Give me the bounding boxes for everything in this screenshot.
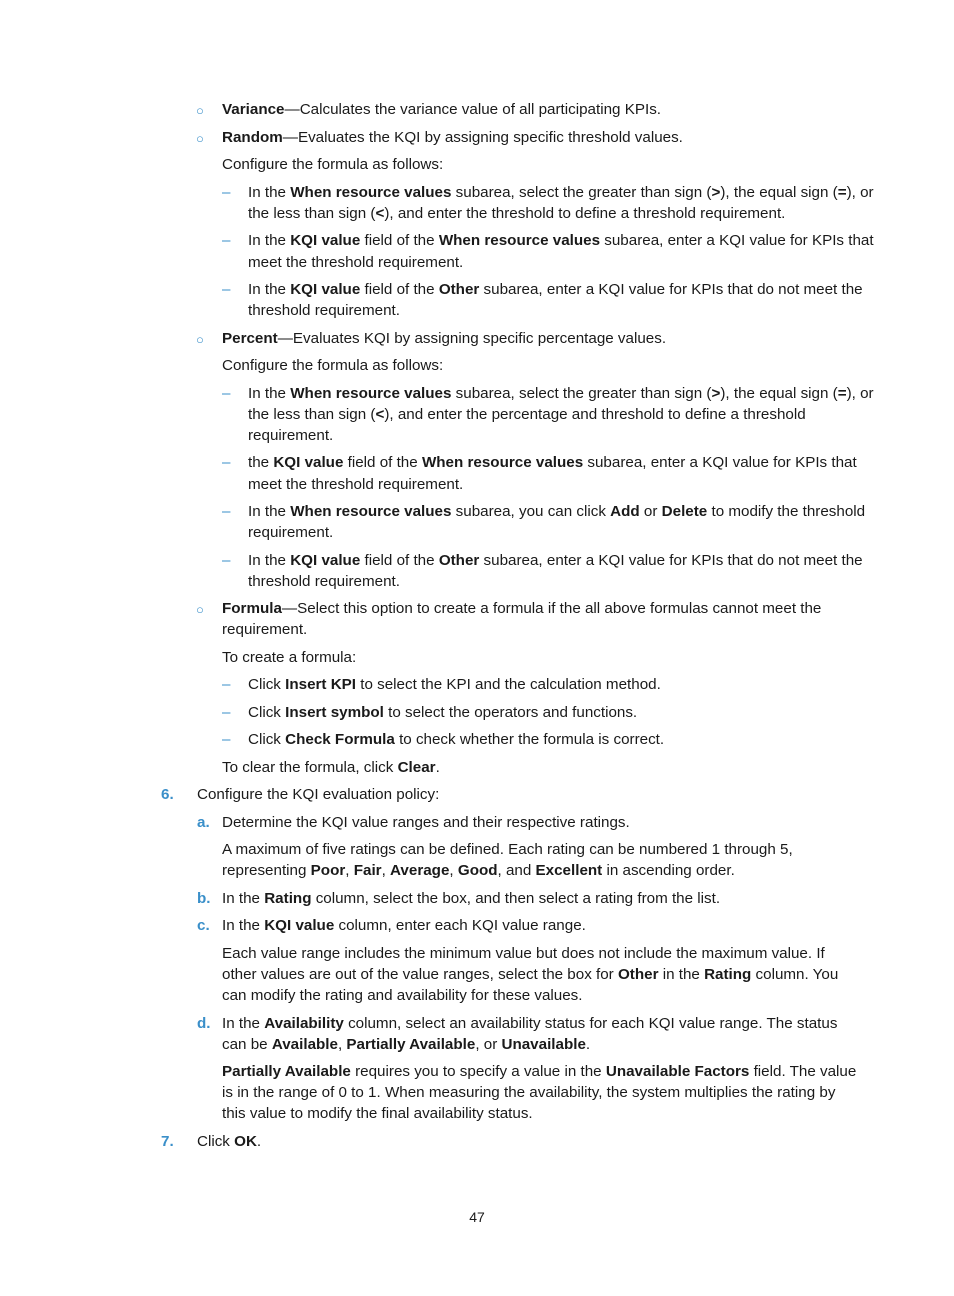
- substep-a-para-2: representing Poor, Fair, Average, Good, and Excellent in ascending order.: [222, 862, 735, 879]
- substep-c-text: In the KQI value column, enter each KQI value range.: [222, 917, 586, 934]
- random-bullet-2: In the KQI value field of the When resource values subarea, enter a KQI value for KPIs that: [248, 232, 874, 249]
- percent-bullet-3-line-2: requirement.: [248, 524, 334, 541]
- dash-bullet-icon: –: [222, 704, 231, 721]
- dash-bullet-icon: –: [222, 676, 231, 693]
- random-configure-text: Configure the formula as follows:: [222, 156, 444, 173]
- percent-bullet-1-line-2: the less than sign (<), and enter the percentage and threshold to define a threshold: [248, 406, 806, 423]
- substep-d-text: In the Availability column, select an availability status for each KQI value range. The status: [222, 1015, 838, 1032]
- formula-bullet-1: Click Insert KPI to select the KPI and the calculation method.: [248, 676, 661, 693]
- dash-bullet-icon: –: [222, 385, 231, 402]
- formula-bullet-2: Click Insert symbol to select the operators and functions.: [248, 704, 638, 721]
- random-bullet-3-line-2: threshold requirement.: [248, 302, 400, 319]
- percent-bullet-4-line-2: threshold requirement.: [248, 573, 400, 590]
- substep-c-para-3: can modify the rating and availability for these values.: [222, 987, 583, 1004]
- option-formula-line-2: requirement.: [222, 621, 308, 638]
- option-percent: Percent—Evaluates KQI by assigning specific percentage values.: [222, 330, 667, 347]
- dash-bullet-icon: –: [222, 281, 231, 298]
- substep-letter: c.: [197, 917, 210, 934]
- formula-create-text: To create a formula:: [222, 649, 357, 666]
- substep-letter: d.: [197, 1015, 211, 1032]
- percent-configure-text: Configure the formula as follows:: [222, 357, 444, 374]
- substep-d-para-2: is in the range of 0 to 1. When measuring the availability, the system multiplies the rating by: [222, 1084, 836, 1101]
- dash-bullet-icon: –: [222, 232, 231, 249]
- page-number: 47: [469, 1209, 485, 1225]
- circle-bullet-icon: ○: [196, 602, 204, 617]
- formula-clear-text: To clear the formula, click Clear.: [222, 759, 440, 776]
- substep-letter: b.: [197, 890, 211, 907]
- option-random: Random—Evaluates the KQI by assigning specific threshold values.: [222, 129, 683, 146]
- percent-bullet-1-line-3: requirement.: [248, 427, 334, 444]
- option-formula: Formula—Select this option to create a formula if the all above formulas cannot meet the: [222, 600, 822, 617]
- step-7-text: Click OK.: [197, 1133, 262, 1150]
- percent-bullet-3: In the When resource values subarea, you can click Add or Delete to modify the threshold: [248, 503, 866, 520]
- random-bullet-3: In the KQI value field of the Other subarea, enter a KQI value for KPIs that do not meet the: [248, 281, 863, 298]
- percent-bullet-4: In the KQI value field of the Other subarea, enter a KQI value for KPIs that do not meet the: [248, 552, 863, 569]
- circle-bullet-icon: ○: [196, 131, 204, 146]
- substep-d-para-3: this value to modify the final availability status.: [222, 1105, 533, 1122]
- dash-bullet-icon: –: [222, 552, 231, 569]
- formula-bullet-3: Click Check Formula to check whether the formula is correct.: [248, 731, 665, 748]
- substep-a-para-1: A maximum of five ratings can be defined. Each rating can be numbered 1 through 5,: [222, 841, 793, 858]
- substep-c-para-2: other values are out of the value ranges, select the box for Other in the Rating column. You: [222, 966, 839, 983]
- dash-bullet-icon: –: [222, 503, 231, 520]
- random-bullet-1: In the When resource values subarea, select the greater than sign (>), the equal sign (=), or: [248, 184, 874, 201]
- substep-c-para-1: Each value range includes the minimum value but does not include the maximum value. If: [222, 945, 825, 962]
- substep-d-para-1: Partially Available requires you to specify a value in the Unavailable Factors field. The value: [222, 1063, 857, 1080]
- percent-bullet-1: In the When resource values subarea, select the greater than sign (>), the equal sign (=), or: [248, 385, 874, 402]
- random-bullet-1-line-2: the less than sign (<), and enter the threshold to define a threshold requirement.: [248, 205, 786, 222]
- option-variance: Variance—Calculates the variance value of all participating KPIs.: [222, 101, 662, 118]
- percent-bullet-2: the KQI value field of the When resource values subarea, enter a KQI value for KPIs that: [248, 454, 857, 471]
- substep-letter: a.: [197, 814, 210, 831]
- random-bullet-2-line-2: meet the threshold requirement.: [248, 254, 464, 271]
- dash-bullet-icon: –: [222, 731, 231, 748]
- substep-b-text: In the Rating column, select the box, and then select a rating from the list.: [222, 890, 721, 907]
- circle-bullet-icon: ○: [196, 332, 204, 347]
- step-6-text: Configure the KQI evaluation policy:: [197, 786, 440, 803]
- substep-d-text-line-2: can be Available, Partially Available, or Unavailable.: [222, 1036, 591, 1053]
- dash-bullet-icon: –: [222, 454, 231, 471]
- percent-bullet-2-line-2: meet the threshold requirement.: [248, 476, 464, 493]
- dash-bullet-icon: –: [222, 184, 231, 201]
- step-number: 7.: [161, 1133, 174, 1150]
- substep-a-text: Determine the KQI value ranges and their respective ratings.: [222, 814, 630, 831]
- step-number: 6.: [161, 786, 174, 803]
- circle-bullet-icon: ○: [196, 103, 204, 118]
